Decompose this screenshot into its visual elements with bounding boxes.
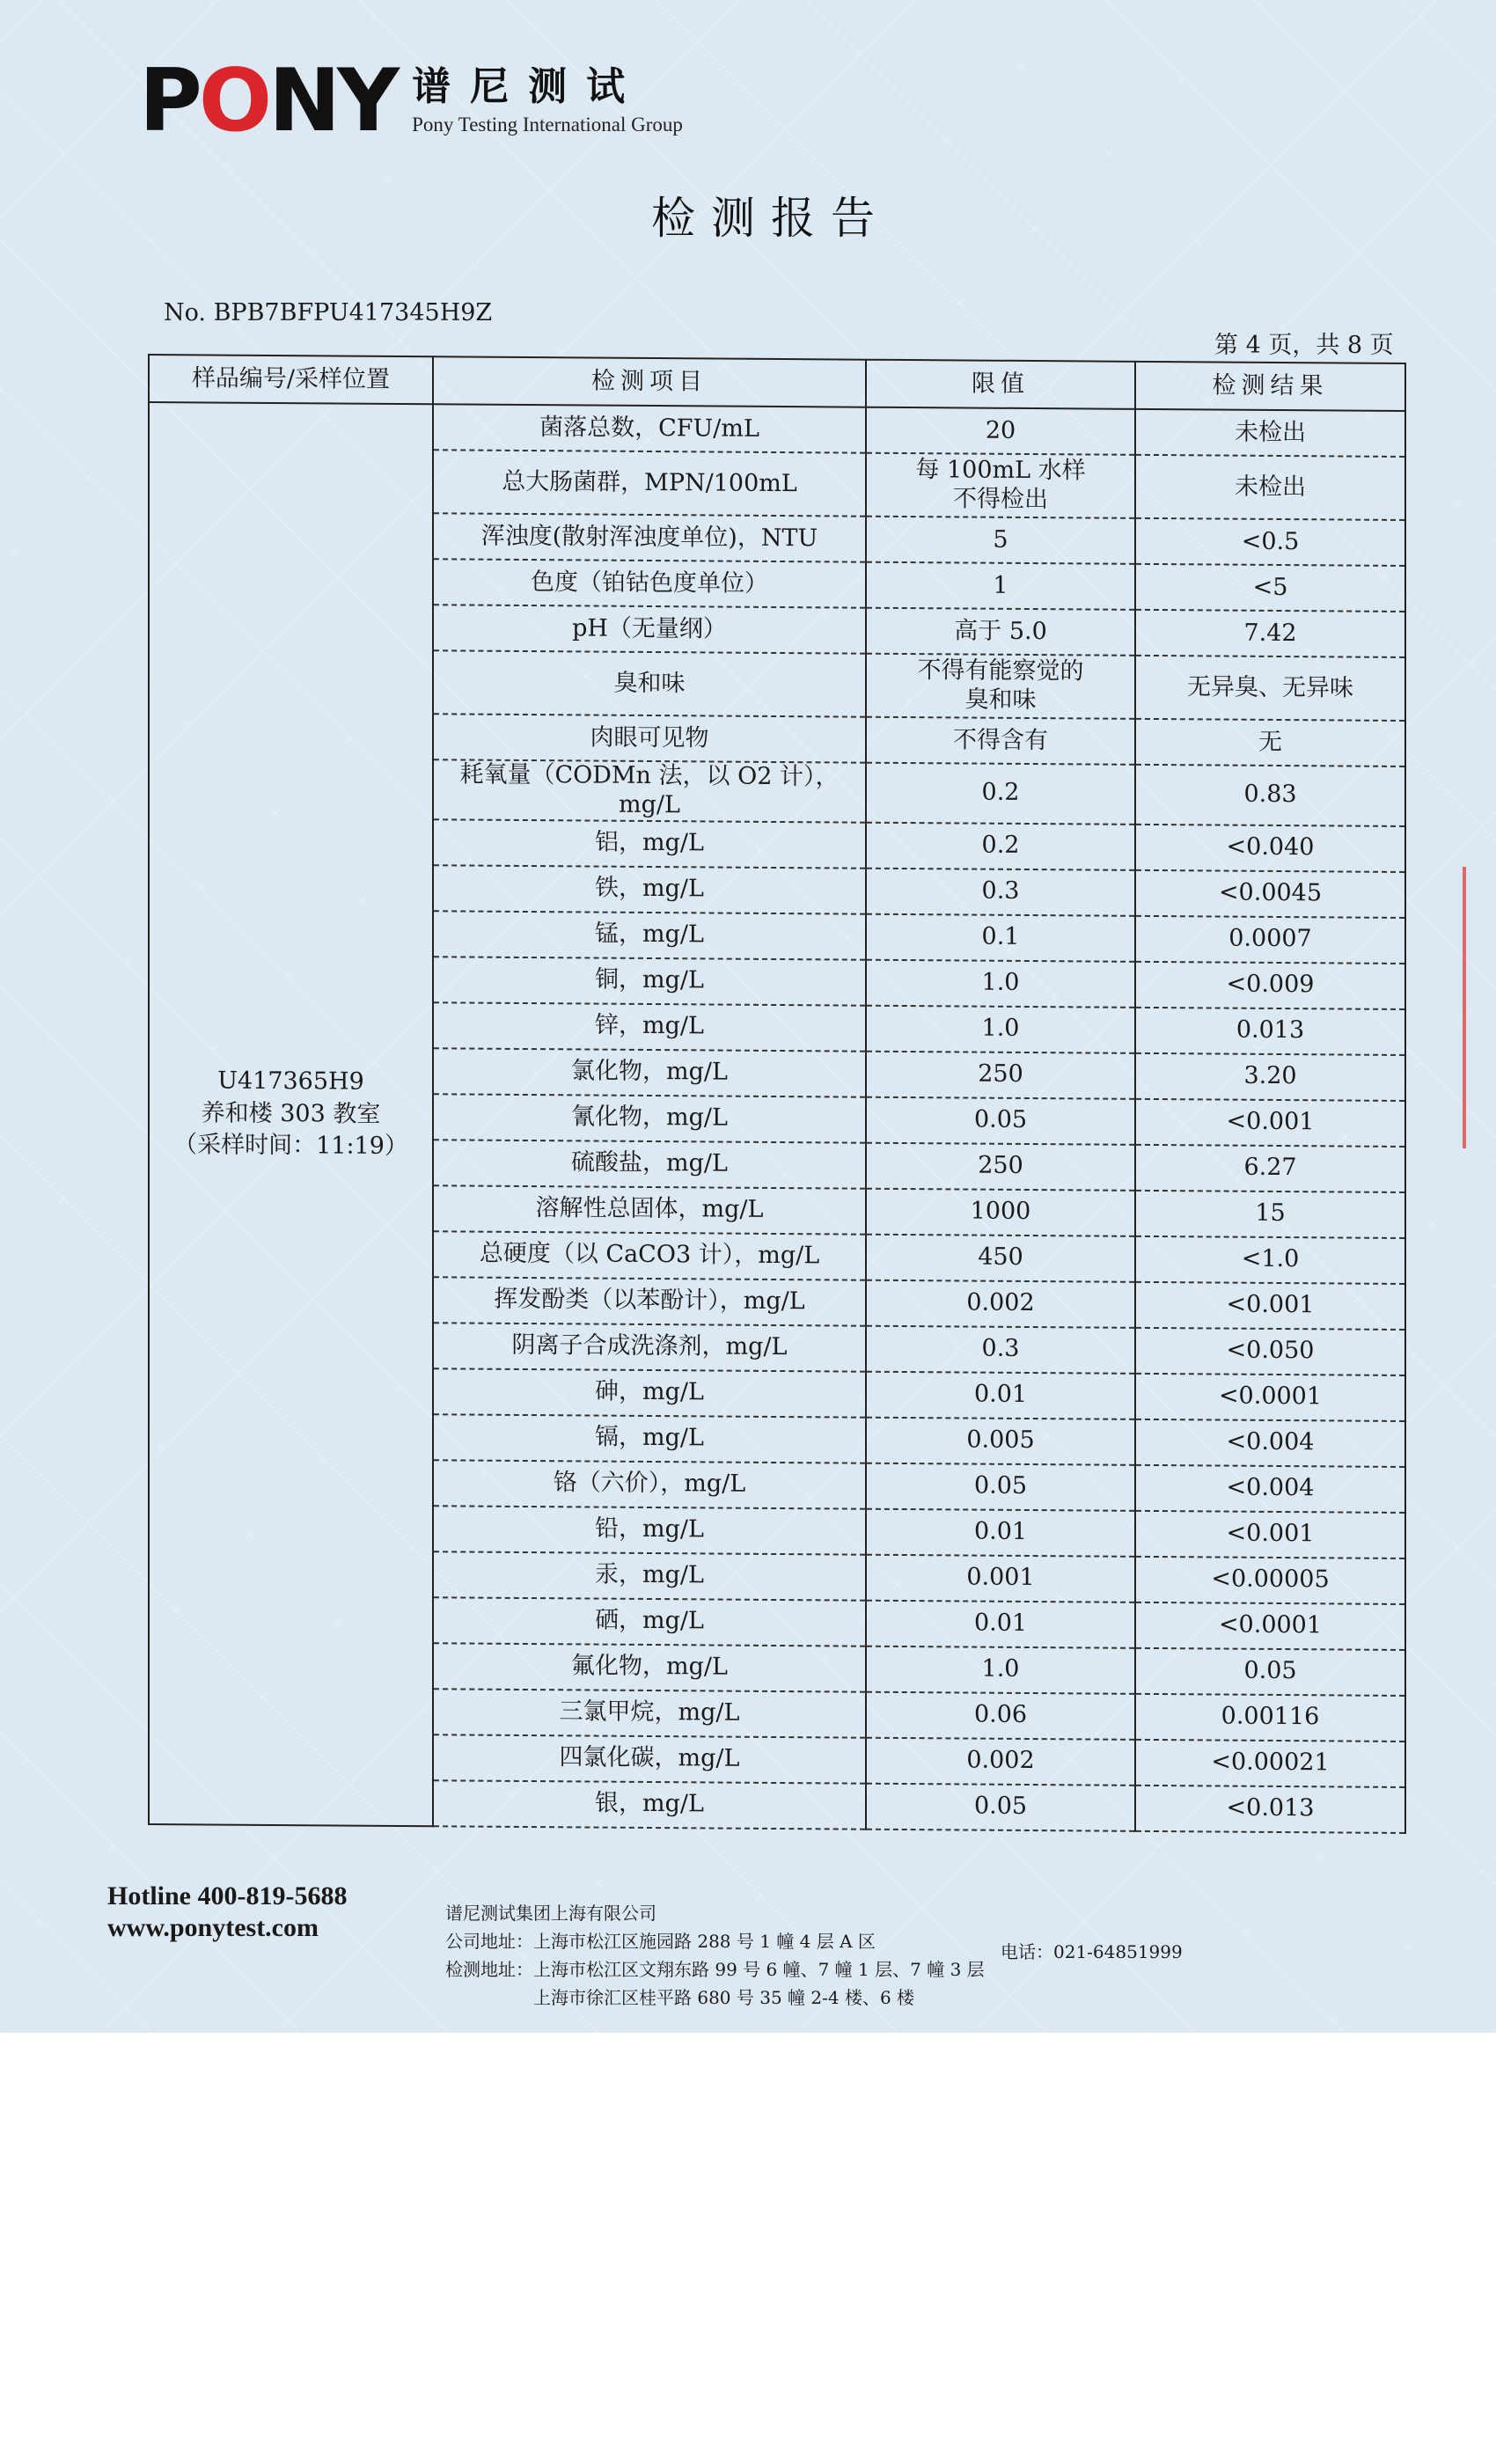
result-value: <0.050: [1135, 1328, 1405, 1375]
website: www.ponytest.com: [107, 1913, 319, 1942]
table-header-row: [149, 355, 1405, 411]
results-table: [148, 354, 1406, 1834]
result-value: <0.00021: [1135, 1740, 1405, 1787]
page-number: 第 4 页，共 8 页: [1214, 332, 1394, 359]
limit-value: 0.05: [866, 1784, 1135, 1831]
pony-logo: [139, 51, 683, 151]
limit-value: 450: [866, 1235, 1135, 1282]
limit-value: 0.01: [866, 1372, 1135, 1419]
test-item: 三氯甲烷，mg/L: [433, 1689, 866, 1737]
test-item: 氟化物，mg/L: [433, 1643, 866, 1691]
logo-chinese-name: 谱尼测试: [412, 63, 645, 109]
test-item: 溶解性总固体，mg/L: [433, 1185, 866, 1234]
result-value: 无: [1135, 719, 1405, 766]
test-item: 浑浊度(散射浑浊度单位)，NTU: [433, 513, 866, 561]
stamp-fragment: [1463, 867, 1485, 1148]
result-value: 0.00116: [1135, 1694, 1405, 1742]
result-value: 未检出: [1135, 409, 1405, 457]
report-number: No. BPB7BFPU417345H9Z: [164, 299, 493, 326]
limit-value: 0.3: [866, 1326, 1135, 1374]
limit-value: 0.005: [866, 1418, 1135, 1465]
result-value: 3.20: [1135, 1053, 1405, 1101]
limit-value: 0.2: [866, 823, 1135, 870]
header-sample: 样品编号/采样位置: [149, 355, 433, 404]
limit-value: 250: [866, 1143, 1135, 1191]
result-value: <0.009: [1135, 962, 1405, 1009]
limit-value: 0.06: [866, 1692, 1135, 1740]
test-item: 肉眼可见物: [433, 714, 866, 762]
test-item: 氰化物，mg/L: [433, 1094, 866, 1142]
test-item: 银，mg/L: [433, 1780, 866, 1829]
table-row: [149, 402, 1405, 457]
result-value: 0.0007: [1135, 916, 1405, 964]
test-item: 铁，mg/L: [433, 865, 866, 913]
header-item: 检测项目: [433, 356, 866, 407]
limit-value: 0.01: [866, 1601, 1135, 1648]
result-value: <0.001: [1135, 1511, 1405, 1558]
result-value: <0.001: [1135, 1282, 1405, 1330]
test-item: 硒，mg/L: [433, 1597, 866, 1646]
test-item: 铅，mg/L: [433, 1506, 866, 1554]
result-value: 0.05: [1135, 1648, 1405, 1696]
lab-address-2: 上海市徐汇区桂平路 680 号 35 幢 2-4 楼、6 楼: [533, 1987, 915, 2008]
limit-value: 0.002: [866, 1280, 1135, 1328]
company-name: 谱尼测试集团上海有限公司: [445, 1903, 656, 1924]
test-item: 锰，mg/L: [433, 911, 866, 959]
limit-value: 0.002: [866, 1738, 1135, 1786]
test-item: 耗氧量（CODMn 法，以 O2 计），mg/L: [433, 759, 866, 822]
test-item: 汞，mg/L: [433, 1551, 866, 1600]
result-value: 15: [1135, 1191, 1405, 1238]
test-item: 菌落总数，CFU/mL: [433, 404, 866, 452]
test-item: 阴离子合成洗涤剂，mg/L: [433, 1323, 866, 1371]
limit-value: 1.0: [866, 960, 1135, 1008]
sample-cell: [149, 402, 433, 1826]
logo-wordmark: PONY: [139, 51, 397, 151]
test-item: 总大肠菌群，MPN/100mL: [433, 450, 866, 516]
lab-address-label: 检测地址：: [445, 1959, 533, 1980]
hotline: Hotline 400-819-5688: [107, 1881, 348, 1910]
test-item: 锌，mg/L: [433, 1002, 866, 1051]
result-value: <0.5: [1135, 518, 1405, 566]
result-value: 0.83: [1135, 765, 1405, 826]
limit-value: 不得有能察觉的 臭和味: [866, 654, 1135, 719]
limit-value: 20: [866, 407, 1135, 455]
limit-value: 0.001: [866, 1555, 1135, 1602]
test-item: 挥发酚类（以苯酚计），mg/L: [433, 1277, 866, 1325]
test-item: 氯化物，mg/L: [433, 1048, 866, 1096]
limit-value: 高于 5.0: [866, 608, 1135, 656]
limit-value: 0.3: [866, 869, 1135, 916]
result-value: <1.0: [1135, 1236, 1405, 1284]
header-limit: 限值: [866, 360, 1135, 409]
result-value: <0.0001: [1135, 1602, 1405, 1650]
sample-code: U417365H9: [217, 1067, 364, 1096]
phone: 电话：021-64851999: [1001, 1941, 1183, 1962]
limit-value: 0.1: [866, 914, 1135, 962]
limit-value: 0.05: [866, 1463, 1135, 1511]
company-address: 上海市松江区施园路 288 号 1 幢 4 层 A 区: [533, 1931, 876, 1952]
result-value: <0.001: [1135, 1099, 1405, 1147]
result-value: 6.27: [1135, 1145, 1405, 1192]
limit-value: 1.0: [866, 1646, 1135, 1694]
result-value: <0.0045: [1135, 870, 1405, 918]
test-item: 总硬度（以 CaCO3 计），mg/L: [433, 1231, 866, 1280]
result-value: 未检出: [1135, 455, 1405, 520]
test-item: 砷，mg/L: [433, 1368, 866, 1417]
test-item: 铬（六价），mg/L: [433, 1460, 866, 1508]
limit-value: 0.01: [866, 1509, 1135, 1557]
limit-value: 1000: [866, 1189, 1135, 1236]
test-item: 铜，mg/L: [433, 957, 866, 1005]
test-item: 铝，mg/L: [433, 819, 866, 868]
lab-address-1: 上海市松江区文翔东路 99 号 6 幢、7 幢 1 层、7 幢 3 层: [533, 1959, 985, 1980]
test-item: 硫酸盐，mg/L: [433, 1140, 866, 1188]
test-item: pH（无量纲）: [433, 605, 866, 653]
company-address-label: 公司地址：: [445, 1931, 533, 1952]
result-value: <0.013: [1135, 1786, 1405, 1833]
test-item: 色度（铂钴色度单位）: [433, 559, 866, 607]
limit-value: 不得含有: [866, 717, 1135, 765]
result-value: <0.040: [1135, 825, 1405, 872]
limit-value: 250: [866, 1052, 1135, 1099]
result-value: <5: [1135, 564, 1405, 612]
limit-value: 0.2: [866, 763, 1135, 825]
test-item: 镉，mg/L: [433, 1414, 866, 1463]
sample-time: （采样时间：11:19）: [173, 1131, 408, 1161]
limit-value: 5: [866, 517, 1135, 564]
limit-value: 1: [866, 562, 1135, 610]
limit-value: 1.0: [866, 1006, 1135, 1053]
result-value: <0.0001: [1135, 1374, 1405, 1421]
result-value: <0.004: [1135, 1465, 1405, 1513]
result-value: 0.013: [1135, 1008, 1405, 1055]
limit-value: 0.05: [866, 1097, 1135, 1145]
report-title: 检测报告: [651, 193, 891, 244]
limit-value: 每 100mL 水样 不得检出: [866, 453, 1135, 518]
logo-english-name: Pony Testing International Group: [412, 114, 683, 136]
sample-location: 养和楼 303 教室: [201, 1099, 381, 1128]
test-item: 臭和味: [433, 650, 866, 716]
result-value: 7.42: [1135, 610, 1405, 657]
company-info: [445, 1899, 985, 2012]
header-result: 检测结果: [1135, 362, 1405, 411]
test-item: 四氯化碳，mg/L: [433, 1734, 866, 1783]
result-value: <0.00005: [1135, 1557, 1405, 1604]
result-value: <0.004: [1135, 1419, 1405, 1467]
result-value: 无异臭、无异味: [1135, 656, 1405, 721]
